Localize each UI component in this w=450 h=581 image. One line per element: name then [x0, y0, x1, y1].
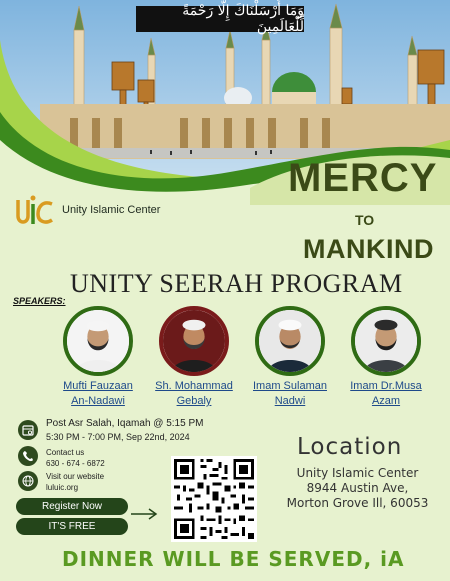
- speaker-name[interactable]: [240, 379, 340, 409]
- footer-dinner-note: DINNER WILL BE SERVED, iA: [62, 547, 405, 571]
- schedule-line1: Post Asr Salah, Iqamah @ 5:15 PM: [46, 418, 204, 429]
- calligraphy-banner: وَمَا أَرْسَلْنَاكَ إِلَّا رَحْمَةً لِّلْعَالَمِينَ: [136, 6, 304, 32]
- speaker-portrait-icon: [67, 310, 129, 372]
- contact-phone[interactable]: 630 - 674 - 6872: [46, 459, 105, 468]
- speaker-name-line1: Sh. Mohammad: [155, 380, 233, 392]
- title-mankind: MANKIND: [303, 234, 434, 264]
- speaker-name-line1: Imam Dr.Musa: [350, 380, 422, 392]
- avatar: [159, 306, 229, 376]
- calendar-clock-icon: [18, 420, 38, 440]
- location-line3: Morton Grove Ill, 60053: [286, 496, 429, 510]
- speaker-card: [144, 306, 244, 409]
- speakers-label: SPEAKERS:: [13, 296, 66, 306]
- website-url[interactable]: luluic.org: [46, 483, 79, 492]
- speaker-name-line1: Imam Sulaman: [253, 380, 327, 392]
- speaker-name[interactable]: [336, 379, 436, 409]
- location-title: Location: [297, 434, 403, 460]
- speaker-name-line2: Gebaly: [176, 395, 212, 407]
- title-mercy: MERCY: [288, 156, 438, 200]
- location-line2: 8944 Austin Ave,: [306, 481, 409, 495]
- speaker-name-line2: Nadwi: [274, 395, 306, 407]
- title-to: TO: [355, 212, 375, 228]
- schedule-line2: 5:30 PM - 7:00 PM, Sep 22nd, 2024: [46, 432, 190, 442]
- free-badge-button[interactable]: IT'S FREE: [16, 518, 128, 535]
- website-label: Visit our website: [46, 472, 105, 481]
- location-line1: Unity Islamic Center: [296, 466, 419, 480]
- speaker-card: [336, 306, 436, 409]
- speaker-portrait-icon: [355, 310, 417, 372]
- speaker-name-line1: Mufti Fauzaan: [63, 380, 133, 392]
- program-title: UNITY SEERAH PROGRAM: [70, 269, 403, 298]
- register-button[interactable]: Register Now: [16, 498, 128, 515]
- speaker-name[interactable]: [144, 379, 244, 409]
- speaker-name-line2: Azam: [371, 395, 401, 407]
- phone-icon[interactable]: [18, 446, 38, 466]
- organization-logo: [14, 192, 160, 228]
- speaker-card: [240, 306, 340, 409]
- speaker-portrait-icon: [259, 310, 321, 372]
- avatar: [255, 306, 325, 376]
- arrow-right-icon: [131, 507, 159, 521]
- speaker-portrait-icon: [163, 310, 225, 372]
- organization-name: Unity Islamic Center: [62, 204, 161, 216]
- globe-icon[interactable]: [18, 471, 38, 491]
- speaker-card: [48, 306, 148, 409]
- speaker-name[interactable]: [48, 379, 148, 409]
- avatar: [63, 306, 133, 376]
- uic-logo-icon: [14, 192, 56, 228]
- qr-code[interactable]: [171, 456, 257, 542]
- contact-label: Contact us: [46, 448, 85, 457]
- avatar: [351, 306, 421, 376]
- speaker-name-line2: An-Nadawi: [71, 395, 125, 407]
